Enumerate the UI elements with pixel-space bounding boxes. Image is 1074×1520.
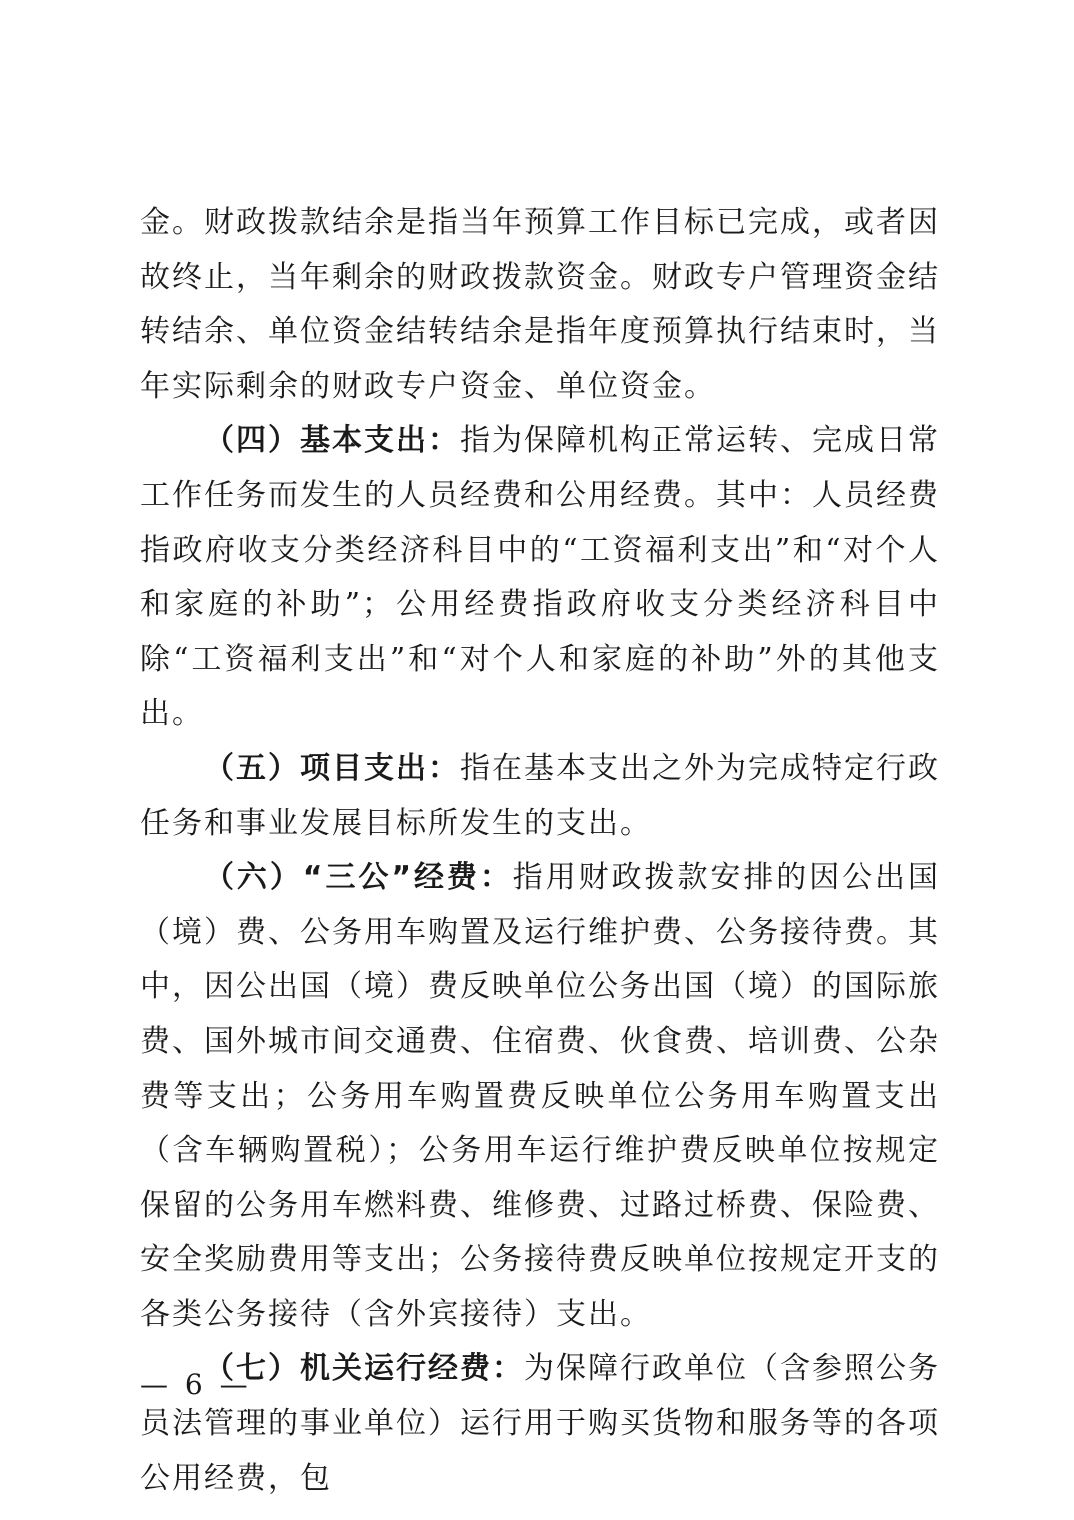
term-project-expenditure: （五）项目支出： xyxy=(204,750,460,786)
body-text xyxy=(140,196,940,1506)
paragraph-body: 为保障行政单位（含参照公务员法管理的事业单位）运行用于购买货物和服务等的各项公用经费，包 xyxy=(140,1351,940,1496)
page-number: — 6 — xyxy=(140,1368,252,1401)
paragraph-three-public-expenses xyxy=(140,851,940,1342)
paragraph-operating-expenses xyxy=(140,1342,940,1506)
paragraph-basic-expenditure xyxy=(140,414,940,742)
paragraph-body: 指用财政拨款安排的因公出国（境）费、公务用车购置及运行维护费、公务接待费。其中，因公出国（境）费反映单位公务出国（境）的国际旅费、国外城市间交通费、住宿费、伙食费、培训费、公杂费等支出；公务用车购置费反映单位公务用车购置支出（含车辆购置税）；公务用车运行维护费反映单位按规定保留的公务用车燃料费、维修费、过路过桥费、保险费、安全奖励费用等支出；公务接待费反映单位按规定开支的各类公务接待（含外宾接待）支出。 xyxy=(140,860,940,1332)
paragraph-continuation xyxy=(140,196,940,414)
term-three-public-expenses: （六）“三公”经费： xyxy=(204,860,513,896)
paragraph-body: 指为保障机构正常运转、完成日常工作任务而发生的人员经费和公用经费。其中：人员经费指政府收支分类经济科目中的“工资福利支出”和“对个人和家庭的补助”；公用经费指政府收支分类经济科目中除“工资福利支出”和“对个人和家庭的补助”外的其他支出。 xyxy=(140,423,940,732)
paragraph-body: 金。财政拨款结余是指当年预算工作目标已完成，或者因故终止，当年剩余的财政拨款资金。财政专户管理资金结转结余、单位资金结转结余是指年度预算执行结束时，当年实际剩余的财政专户资金、单位资金。 xyxy=(140,205,940,404)
paragraph-project-expenditure xyxy=(140,742,940,851)
term-basic-expenditure: （四）基本支出： xyxy=(204,423,460,459)
paragraph-body: 指在基本支出之外为完成特定行政任务和事业发展目标所发生的支出。 xyxy=(140,750,940,841)
term-operating-expenses: （七）机关运行经费： xyxy=(204,1351,524,1387)
